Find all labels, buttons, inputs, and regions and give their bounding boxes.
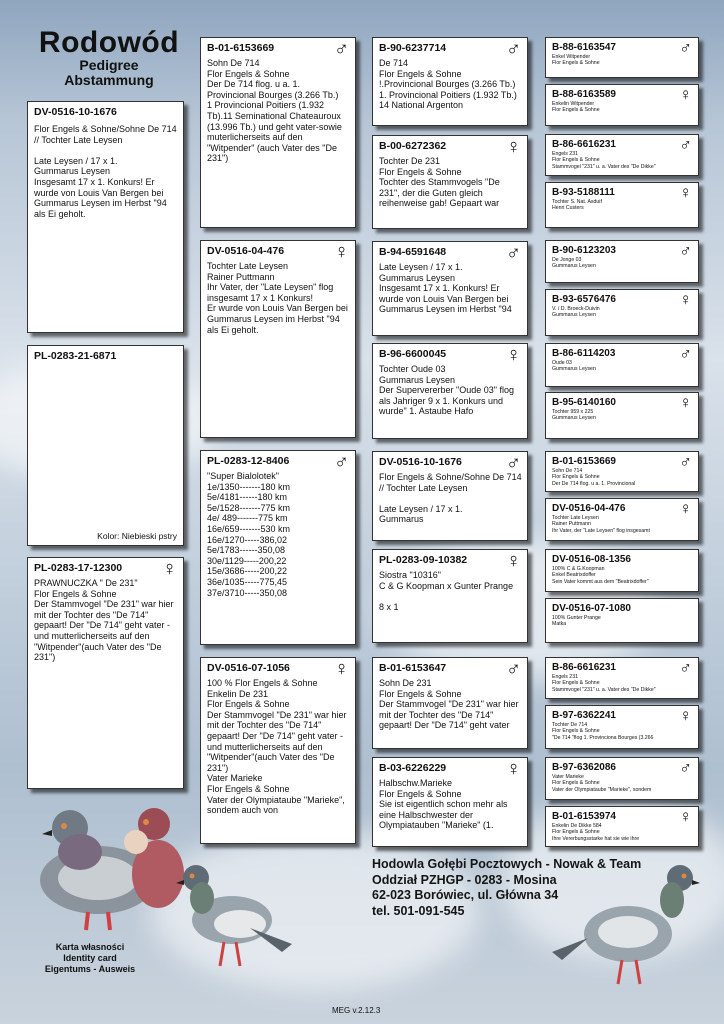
female-icon: ♀ (679, 393, 692, 412)
bird-description: Enkel Witpender Flor Engels & Sohne (552, 54, 600, 67)
pigeon-illustration (170, 848, 300, 978)
ring-number: B-01-6153647 (379, 662, 447, 674)
ring-number: DV-0516-04-476 (207, 245, 285, 257)
gen4-card (545, 549, 699, 592)
sire-card (27, 101, 184, 333)
male-icon: ♂ (679, 38, 692, 57)
bird-description: Tochter De 714 Flor Engels & Sohne "De 714 "flog 1. Provinciona Bourges (3.266 (552, 722, 654, 741)
gen3-card (372, 37, 528, 126)
ring-number: B-90-6123203 (552, 245, 616, 256)
ring-number: B-93-6576476 (552, 294, 616, 305)
gen4-card (545, 705, 699, 749)
ring-number: DV-0516-04-476 (552, 503, 626, 514)
female-icon: ♀ (679, 183, 692, 202)
color-label: Kolor: Niebieski pstry (97, 531, 177, 541)
page-subtitle-de: Abstammung (64, 72, 154, 88)
bird-description: Enkelin De Dikke 584 Flor Engels & Sohne Ihre Vererbungsstarke hat sie wie ihre (552, 823, 640, 842)
ring-number: DV-0516-08-1356 (552, 554, 631, 565)
bird-description: Flor Engels & Sohne/Sohne De 714 // Tochter Late Leysen Late Leysen / 17 x 1. Gummarus Leysen Insgesamt 17 x 1. Konkurs! Er wurde von Louis Van Bergen bei Gummarus Leysen im Herbst "94 als Ei geholt. (34, 124, 177, 219)
gen4-card (545, 134, 699, 176)
bird-description: Tochter Oude 03 Gummarus Leysen Der Supervererber "Oude 03" flog als Jahriger 9 x 1. Konkurs und wurde" 1. Astaube Hafo (379, 364, 514, 417)
bird-description: Flor Engels & Sohne/Sohne De 714 // Tochter Late Leysen Late Leysen / 17 x 1. Gummarus (379, 472, 522, 525)
female-icon: ♀ (506, 758, 521, 780)
bird-description: Halbschw.Marieke Flor Engels & Sohne Sie ist eigentlich schon mehr als eine Halbschwester der Olympiatauben "Marieke" (1. (379, 778, 508, 831)
male-icon: ♂ (679, 135, 692, 154)
female-icon: ♀ (334, 658, 349, 680)
gen4-card (545, 598, 699, 643)
male-icon: ♂ (679, 452, 692, 471)
ring-number: DV-0516-07-1080 (552, 603, 631, 614)
pedigree-header (20, 28, 198, 88)
ring-number: B-86-6114203 (552, 348, 616, 359)
male-icon: ♂ (679, 344, 692, 363)
bird-description: Tochter De 231 Flor Engels & Sohne Tochter des Stammvogels "De 231", der die Guten gleich reihenweise gab! Gepaart war (379, 156, 500, 209)
gen4-card (545, 182, 699, 228)
page-subtitle-en: Pedigree (79, 57, 139, 73)
bird-description: Oude 03 Gummarus Leysen (552, 360, 596, 373)
gen4-card (545, 498, 699, 541)
bird-description: V. / D. Broeck-Duivin Gummarus Leysen (552, 306, 600, 319)
gen2-card (200, 657, 356, 844)
female-icon: ♀ (506, 550, 521, 572)
female-icon: ♀ (334, 241, 349, 263)
caption-en: Identity card (63, 953, 117, 963)
ring-number: B-88-6163547 (552, 42, 616, 53)
ring-number: PL-0283-09-10382 (379, 554, 468, 566)
ring-number: B-86-6616231 (552, 662, 616, 673)
bird-description: Engels 231 Flor Engels & Sohne Stammvogel "231" u. a. Vater des "De Dikke" (552, 151, 656, 170)
breeder-name: Hodowla Gołębi Pocztowych - Nowak & Team (372, 857, 642, 871)
gen2-card (200, 450, 356, 645)
gen2-card (200, 37, 356, 228)
bird-description: 100% C & G.Koopman Enkel Beatrixdoffer Sein Vater kommt aus dem "Beatrixdoffer" (552, 566, 649, 585)
bird-description: De 714 Flor Engels & Sohne !.Provincional Bourges (3.266 Tb.) 1. Provincional Poitiers (1.932 Tb.) 14 National Argenton (379, 58, 517, 111)
gen3-card (372, 451, 528, 541)
breeder-address: 62-023 Borówiec, ul. Główna 34 (372, 888, 559, 902)
ring-number: PL-0283-21-6871 (34, 350, 117, 362)
identity-card-caption (30, 942, 150, 975)
bird-description: 100 % Flor Engels & Sohne Enkelin De 231 Flor Engels & Sohne Der Stammvogel "De 231" war hier mit der Tochter des "De 714" gepaart! Der "De 714" geht vater - und mutterlicherseits auf den "Witpender"(auch Vater des "De 231") Vater Marieke Flor Engels & Sohne Vater der Olympiataube "Marieke", sondem auch von (207, 678, 347, 816)
gen3-card (372, 757, 528, 847)
male-icon: ♂ (334, 451, 349, 473)
gen3-card (372, 241, 528, 336)
bird-description: "Super Bialolotek" 1e/1350-------180 km 5e/4181------180 km 5e/1528-------775 km 4e/ 489-------775 km 16e/659-------530 km 16e/1270-----386,02 5e/1783------350,08 30e/1129-----200,22 15e/3686-----200,22 36e/1035-----775,45 37e/3710-----350,08 (207, 471, 291, 598)
ring-number: B-88-6163589 (552, 89, 616, 100)
gen4-card (545, 392, 699, 439)
bird-description: Tochter 959 x 225 Gummarus Leysen (552, 409, 596, 422)
female-icon: ♀ (679, 706, 692, 725)
male-icon: ♂ (334, 38, 349, 60)
gen4-card (545, 240, 699, 283)
gen4-card (545, 84, 699, 126)
dam-card (27, 557, 184, 789)
ring-number: DV-0516-10-1676 (379, 456, 462, 468)
ring-number: B-01-6153669 (552, 456, 616, 467)
gen3-card (372, 657, 528, 749)
bird-description: Sohn De 231 Flor Engels & Sohne Der Stammvogel "De 231" war hier mit der Tochter des "De 714" gepaart! Der "De 714" geht vater (379, 678, 519, 731)
bird-description: 100% Gunter Prange Matka (552, 615, 601, 628)
caption-de: Eigentums - Ausweis (44, 964, 136, 974)
bird-description: Siostra "10316" C & G Koopman x Gunter Prange 8 x 1 (379, 570, 514, 612)
gen4-card (545, 757, 699, 800)
bird-description: Sohn De 714 Flor Engels & Sohne Der De 714 flog. u a. 1. Provincional (552, 468, 636, 487)
ring-number: B-86-6616231 (552, 139, 616, 150)
female-icon: ♀ (162, 558, 177, 580)
male-icon: ♂ (679, 758, 692, 777)
gen4-card (545, 289, 699, 336)
ring-number: PL-0283-12-8406 (207, 455, 290, 467)
breeder-phone: tel. 501-091-545 (372, 903, 465, 918)
bird-description: Enkelin Witpender Flor Engels & Sohne (552, 101, 600, 114)
female-icon: ♀ (506, 136, 521, 158)
gen3-card (372, 343, 528, 439)
gen3-card (372, 135, 528, 229)
gen4-card (545, 806, 699, 847)
bird-card (27, 345, 184, 546)
male-icon: ♂ (506, 38, 521, 60)
ring-number: B-96-6600045 (379, 348, 447, 360)
ring-number: B-03-6226229 (379, 762, 447, 774)
ring-number: B-97-6362086 (552, 762, 616, 773)
male-icon: ♂ (506, 452, 521, 474)
male-icon: ♂ (679, 658, 692, 677)
ring-number: B-93-5188111 (552, 187, 615, 198)
bird-description: Tochter Late Leysen Rainer Puttmann Ihr Vater, der "Late Leysen" flog insgesamt 17 x 1 Konkurs! Er wurde von Louis Van Bergen bei Gummarus Leysen im Herbst "94 als Ei geholt. (207, 261, 348, 335)
bird-description: Late Leysen / 17 x 1. Gummarus Leysen Insgesamt 17 x 1. Konkurs! Er wurde von Louis Van Bergen bei Gummarus Leysen im Herbst "94 (379, 262, 512, 315)
page-title: Rodowód (38, 26, 180, 59)
gen4-card (545, 451, 699, 492)
female-icon: ♀ (679, 499, 692, 518)
version-label: MEG v.2.12.3 (332, 1006, 381, 1015)
ring-number: B-90-6237714 (379, 42, 447, 54)
male-icon: ♂ (679, 241, 692, 260)
ring-number: DV-0516-07-1056 (207, 662, 290, 674)
caption-pl: Karta własności (55, 942, 125, 952)
gen4-card (545, 37, 699, 78)
gen3-card (372, 549, 528, 643)
ring-number: DV-0516-10-1676 (34, 106, 117, 118)
pigeon-illustration (548, 852, 708, 992)
bird-description: Engels 231 Flor Engels & Sohne Stammvogel "231" u. a. Vater des "De Dikke" (552, 674, 656, 693)
gen4-card (545, 343, 699, 387)
breeder-branch: Oddział PZHGP - 0283 - Mosina (372, 872, 557, 887)
male-icon: ♂ (506, 242, 521, 264)
female-icon: ♀ (679, 85, 692, 104)
ring-number: B-01-6153974 (552, 811, 616, 822)
bird-description: De Jonge 03 Gummarus Leysen (552, 257, 596, 270)
ring-number: B-94-6591648 (379, 246, 447, 258)
gen2-card (200, 240, 356, 438)
bird-description: Tochter S. Nat. Asduif Henri Custers (552, 199, 602, 212)
bird-description: Vater Marieke Flor Engels & Sohne Vater der Olympiataube "Marieke", sondem (552, 774, 652, 793)
ring-number: PL-0283-17-12300 (34, 562, 123, 574)
female-icon: ♀ (679, 290, 692, 309)
ring-number: B-97-6362241 (552, 710, 616, 721)
ring-number: B-00-6272362 (379, 140, 447, 152)
gen4-card (545, 657, 699, 699)
bird-description: Sohn De 714 Flor Engels & Sohne Der De 714 flog. u a. 1. Provincional Bourges (3.266 Tb.) 1 Provincional Poitiers (1.932 Tb).11 Seminational Chateauroux (13.996 Tb.) und geht vater-sowie muterlicherseits auf den "Witpender" (auch Vater des "De 231") (207, 58, 342, 164)
ring-number: B-95-6140160 (552, 397, 616, 408)
ring-number: B-01-6153669 (207, 42, 275, 54)
male-icon: ♂ (506, 658, 521, 680)
female-icon: ♀ (679, 807, 692, 826)
bird-description: PRAWNUCZKA " De 231" Flor Engels & Sohne Der Stammvogel "De 231" war hier mit der Tochter des "De 714" gepaart! Der "De 714" geht vater - und mutterlicherseits auf den "Witpender"(auch Vater des "De 231") (34, 578, 174, 663)
bird-description: Tochter Late Leysen Rainer Puttmann Ihr Vater, der "Late Leysen" flog insgesamt (552, 515, 650, 534)
female-icon: ♀ (506, 344, 521, 366)
